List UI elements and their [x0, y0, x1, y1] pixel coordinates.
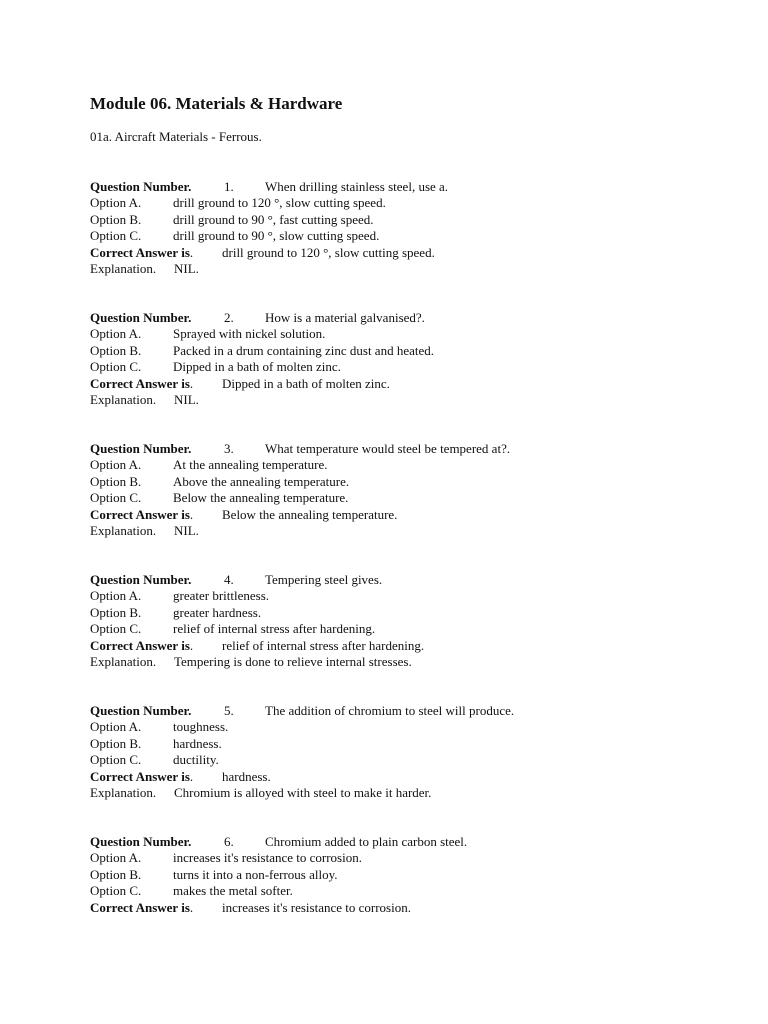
correct-answer-label	[90, 507, 193, 523]
correct-answer-label-tail: .	[189, 899, 194, 915]
option-c-text: Dipped in a bath of molten zinc.	[173, 359, 341, 375]
option-a-text: increases it's resistance to corrosion.	[173, 850, 362, 866]
option-a-text: toughness.	[173, 719, 229, 735]
option-b-label: Option B.	[90, 735, 142, 751]
explanation-text: NIL.	[174, 522, 199, 538]
correct-answer-text: drill ground to 120 °, slow cutting speed.	[222, 244, 435, 260]
question-number: 1.	[224, 179, 234, 194]
option-a-text: At the annealing temperature.	[173, 457, 328, 473]
correct-answer-text: hardness.	[222, 768, 271, 784]
correct-answer-label-bold: Correct Answer is	[90, 899, 190, 915]
option-c-text: ductility.	[173, 752, 219, 768]
option-c-label: Option C.	[90, 752, 142, 768]
explanation-text: NIL.	[174, 260, 199, 276]
question-number: 2.	[224, 310, 234, 325]
option-c-text: makes the metal softer.	[173, 883, 293, 899]
explanation-label: Explanation.	[90, 784, 157, 800]
correct-answer-label	[90, 769, 193, 785]
section-subtitle: 01a. Aircraft Materials - Ferrous.	[90, 129, 262, 144]
option-c-label: Option C.	[90, 359, 142, 375]
explanation-text: Tempering is done to relieve internal stresses.	[174, 653, 412, 669]
correct-answer-label	[90, 638, 193, 654]
explanation-label: Explanation.	[90, 522, 157, 538]
option-a-label: Option A.	[90, 457, 142, 473]
question-number: 6.	[224, 834, 234, 849]
explanation-label: Explanation.	[90, 391, 157, 407]
option-b-text: Packed in a drum containing zinc dust and heated.	[173, 342, 435, 358]
explanation-label: Explanation.	[90, 653, 157, 669]
question-label: Question Number.	[90, 834, 192, 849]
option-a-text: Sprayed with nickel solution.	[173, 326, 326, 342]
option-c-text: relief of internal stress after hardening.	[173, 621, 376, 637]
explanation-text: NIL.	[174, 391, 199, 407]
option-a-label: Option A.	[90, 719, 142, 735]
correct-answer-text: Dipped in a bath of molten zinc.	[222, 375, 390, 391]
explanation-text: Chromium is alloyed with steel to make it harder.	[174, 784, 432, 800]
correct-answer-label-bold: Correct Answer is	[90, 244, 190, 260]
correct-answer-text: relief of internal stress after hardening.	[222, 637, 425, 653]
option-b-text: greater hardness.	[173, 604, 262, 620]
option-b-text: turns it into a non-ferrous alloy.	[173, 866, 338, 882]
correct-answer-label-bold: Correct Answer is	[90, 637, 190, 653]
correct-answer-label-tail: .	[189, 244, 194, 260]
question-text: How is a material galvanised?.	[265, 310, 425, 325]
correct-answer-label	[90, 900, 193, 916]
page-title: Module 06. Materials & Hardware	[90, 94, 343, 113]
option-a-label: Option A.	[90, 195, 142, 211]
option-a-text: greater brittleness.	[173, 588, 270, 604]
option-a-label: Option A.	[90, 588, 142, 604]
correct-answer-label-tail: .	[189, 768, 194, 784]
question-text: Chromium added to plain carbon steel.	[265, 834, 468, 849]
option-c-label: Option C.	[90, 883, 142, 899]
question-label: Question Number.	[90, 310, 192, 325]
question-label: Question Number.	[90, 179, 192, 194]
correct-answer-label-bold: Correct Answer is	[90, 506, 190, 522]
question-number: 4.	[224, 572, 234, 587]
question-label: Question Number.	[90, 572, 192, 587]
explanation-label: Explanation.	[90, 260, 157, 276]
option-a-label: Option A.	[90, 326, 142, 342]
question-number: 5.	[224, 703, 234, 718]
option-b-label: Option B.	[90, 866, 142, 882]
option-c-label: Option C.	[90, 490, 142, 506]
question-text: Tempering steel gives.	[265, 572, 383, 587]
correct-answer-label-tail: .	[189, 375, 194, 391]
correct-answer-text: increases it's resistance to corrosion.	[222, 899, 411, 915]
correct-answer-label-tail: .	[189, 637, 194, 653]
option-c-label: Option C.	[90, 621, 142, 637]
option-a-label: Option A.	[90, 850, 142, 866]
question-label: Question Number.	[90, 441, 192, 456]
option-b-text: Above the annealing temperature.	[173, 473, 350, 489]
question-text: The addition of chromium to steel will produce.	[265, 703, 515, 718]
option-b-label: Option B.	[90, 342, 142, 358]
option-c-text: Below the annealing temperature.	[173, 490, 349, 506]
option-c-text: drill ground to 90 °, slow cutting speed.	[173, 228, 380, 244]
question-number: 3.	[224, 441, 234, 456]
option-a-text: drill ground to 120 °, slow cutting speed.	[173, 195, 386, 211]
option-b-label: Option B.	[90, 604, 142, 620]
correct-answer-label-bold: Correct Answer is	[90, 375, 190, 391]
question-label: Question Number.	[90, 703, 192, 718]
question-text: What temperature would steel be tempered at?.	[265, 441, 511, 456]
option-b-text: hardness.	[173, 735, 222, 751]
option-b-text: drill ground to 90 °, fast cutting speed.	[173, 211, 374, 227]
option-c-label: Option C.	[90, 228, 142, 244]
option-b-label: Option B.	[90, 473, 142, 489]
correct-answer-label	[90, 376, 193, 392]
correct-answer-label	[90, 245, 193, 261]
correct-answer-label-bold: Correct Answer is	[90, 768, 190, 784]
option-b-label: Option B.	[90, 211, 142, 227]
correct-answer-label-tail: .	[189, 506, 194, 522]
correct-answer-text: Below the annealing temperature.	[222, 506, 398, 522]
question-text: When drilling stainless steel, use a.	[265, 179, 449, 194]
